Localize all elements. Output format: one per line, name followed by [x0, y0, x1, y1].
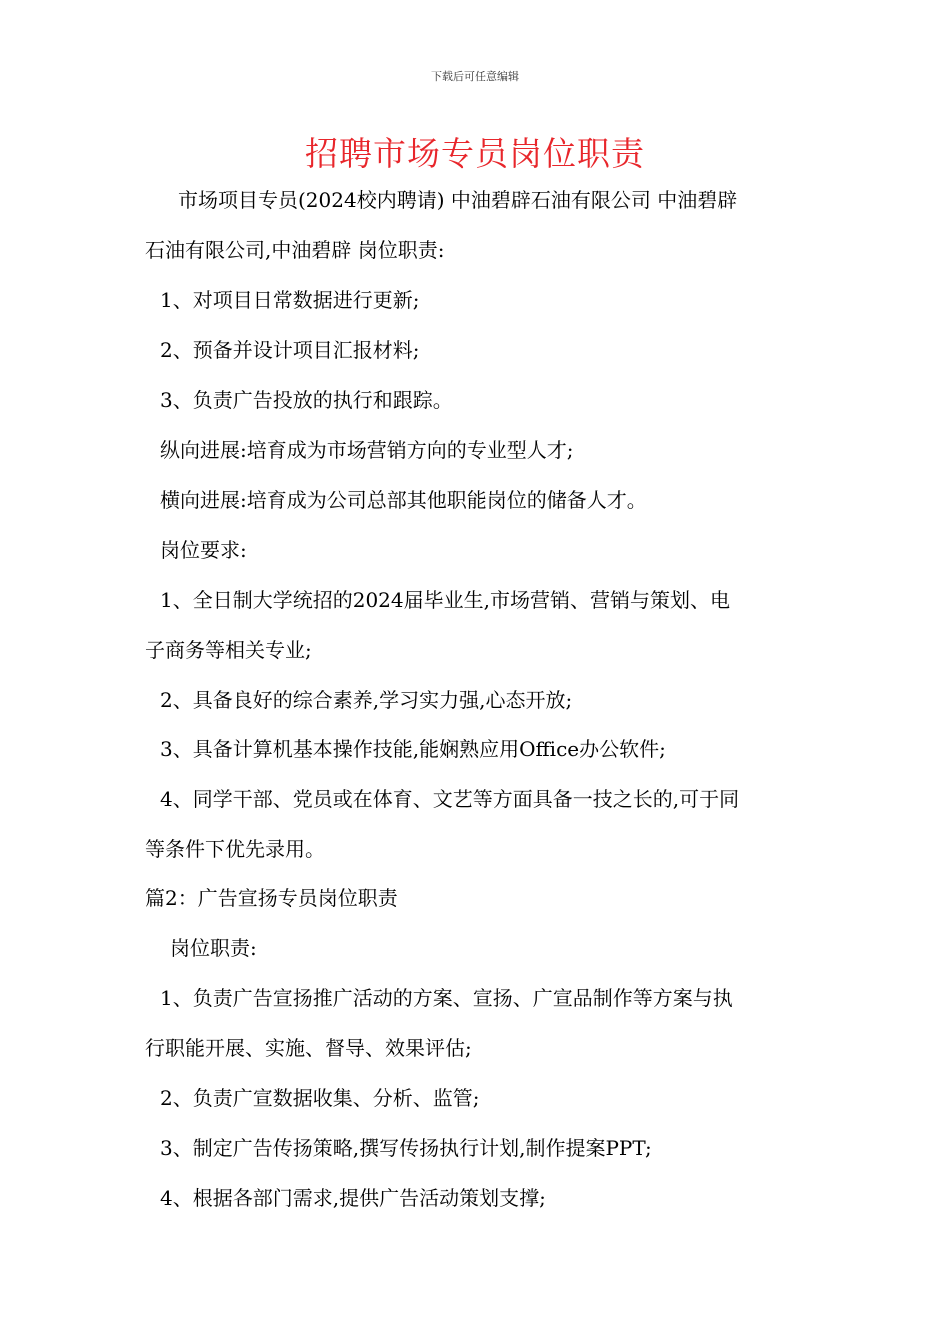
- paragraph-line: 横向进展:培育成为公司总部其他职能岗位的储备人才。: [160, 488, 647, 512]
- list-item-continuation: 等条件下优先录用。: [145, 837, 325, 861]
- document-title: 招聘市场专员岗位职责: [305, 134, 645, 173]
- list-item: 4、根据各部门需求,提供广告活动策划支撑;: [160, 1186, 546, 1210]
- list-item: 2、具备良好的综合素养,学习实力强,心态开放;: [160, 688, 573, 712]
- list-item: 4、同学干部、党员或在体育、文艺等方面具备一技之长的,可于同: [160, 787, 740, 811]
- paragraph-line: 市场项目专员(2024校内聘请) 中油碧辟石油有限公司 中油碧辟: [178, 188, 738, 212]
- section-heading: 岗位职责:: [170, 936, 257, 960]
- list-item: 2、预备并设计项目汇报材料;: [160, 338, 420, 362]
- section-title: 篇2：广告宣扬专员岗位职责: [145, 886, 398, 910]
- list-item: 3、具备计算机基本操作技能,能娴熟应用Office办公软件;: [160, 737, 666, 761]
- list-item: 3、制定广告传扬策略,撰写传扬执行计划,制作提案PPT;: [160, 1136, 652, 1160]
- list-item: 2、负责广宣数据收集、分析、监管;: [160, 1086, 480, 1110]
- list-item: 1、负责广告宣扬推广活动的方案、宣扬、广宣品制作等方案与执: [160, 986, 733, 1010]
- list-item-continuation: 行职能开展、实施、督导、效果评估;: [145, 1036, 472, 1060]
- list-item: 1、对项目日常数据进行更新;: [160, 288, 420, 312]
- paragraph-line: 石油有限公司,中油碧辟 岗位职责:: [145, 238, 445, 262]
- header-note: 下载后可任意编辑: [431, 70, 519, 83]
- list-item-continuation: 子商务等相关专业;: [145, 638, 312, 662]
- list-item: 1、全日制大学统招的2024届毕业生,市场营销、营销与策划、电: [160, 588, 730, 612]
- list-item: 3、负责广告投放的执行和跟踪。: [160, 388, 453, 412]
- paragraph-line: 纵向进展:培育成为市场营销方向的专业型人才;: [160, 438, 574, 462]
- section-heading: 岗位要求:: [160, 538, 247, 562]
